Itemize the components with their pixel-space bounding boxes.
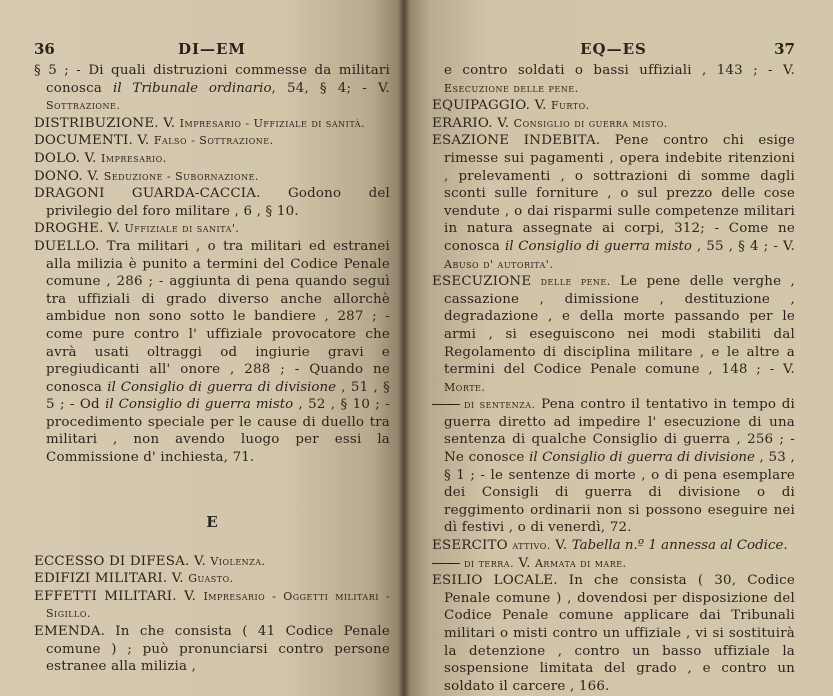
entry-text: DOLO. V. xyxy=(34,150,101,166)
index-entry-terra xyxy=(432,555,795,573)
index-entry-eccesso xyxy=(34,553,390,571)
ditto-dash xyxy=(432,404,460,405)
small-caps-text: Armata di mare. xyxy=(534,556,627,570)
index-entry-erario xyxy=(432,115,795,133)
index-entry-sentenza xyxy=(432,396,795,537)
small-caps-text: Abuso d' autorita'. xyxy=(444,257,554,271)
index-entry-effetti xyxy=(34,588,390,623)
small-caps-text: Falso - Sottrazione. xyxy=(153,134,274,148)
right-entries xyxy=(432,62,795,695)
entry-text: Pena contro il tentativo in tempo di guerra diretto ad impedire l' esecuzione di una sentenza di qualche Consiglio di guerra , 256 ; - Ne conosce xyxy=(444,397,795,466)
section-letter: E xyxy=(206,512,218,531)
small-caps-text: di sentenza. xyxy=(464,398,536,412)
small-caps-text: Esecuzione delle pene. xyxy=(444,81,579,95)
small-caps-text: Impresario - Oggetti militari - Sigillo. xyxy=(46,589,390,621)
left-page xyxy=(0,0,404,696)
italic-text: il Consiglio di guerra di divisione xyxy=(107,379,337,395)
entry-text: DOCUMENTI. V. xyxy=(34,133,154,149)
entry-text: e contro soldati o bassi uffiziali , 143 ; - V. xyxy=(444,63,795,78)
book-gutter xyxy=(398,0,410,696)
entry-text: , 51 , § 5 ; - Od xyxy=(46,379,390,413)
right-page-number: 37 xyxy=(774,40,795,58)
small-caps-text: Violenza. xyxy=(210,554,266,568)
entry-text: , 54, § 4; - V. xyxy=(271,80,391,96)
small-caps-text: delle pene. xyxy=(540,275,611,289)
entry-text: DRAGONI GUARDA-CACCIA. Godono del privilegio del foro militare , 6 , § 10. xyxy=(34,186,390,219)
index-entry-esercito xyxy=(432,537,795,555)
small-caps-text: Furto. xyxy=(551,99,590,113)
entry-text: EDIFIZI MILITARI. V. xyxy=(34,571,189,587)
small-caps-text: Uffiziale di sanita'. xyxy=(124,222,240,236)
entry-text: § 5 ; - Di quali distruzioni commesse da militari conosca xyxy=(34,63,390,96)
index-entry-esecuzione xyxy=(432,273,795,396)
small-caps-text: Morte. xyxy=(444,380,486,394)
index-entry-emenda xyxy=(34,623,390,676)
index-entry-esilio xyxy=(432,572,795,695)
entry-text: DONO. V. xyxy=(34,168,104,184)
entry-text: Le pene delle verghe , cassazione , dimissione , destituzione , degradazione , e della morte passando per le armi , si eseguiscono nei modi stabiliti dal Regolamento di disciplina militare , e le altre a termini del Codice Penale comune , 148 ; - V. xyxy=(444,274,795,378)
index-entry-cont xyxy=(432,62,795,97)
index-entry-dragoni xyxy=(34,185,390,220)
entry-text: ERARIO. V. xyxy=(432,115,514,131)
small-caps-text: Guasto. xyxy=(188,572,234,586)
entry-text: EQUIPAGGIO. V. xyxy=(432,98,552,114)
small-caps-text: attivo. xyxy=(512,539,551,553)
small-caps-text: di terra. xyxy=(464,556,515,570)
entry-text: , 52 , § 10 ; - procedimento speciale per le cause di duello tra militari , non avendo luogo per essi la Commissione d' inchiesta, 71. xyxy=(46,397,390,466)
small-caps-text: Impresario. xyxy=(100,151,167,165)
entry-text: ESECUZIONE xyxy=(432,274,541,290)
entry-text: ESERCITO xyxy=(432,538,513,554)
entry-text: DROGHE. V. xyxy=(34,221,125,237)
italic-text: il Consiglio di guerra misto xyxy=(105,397,294,413)
left-entries-bottom xyxy=(34,553,390,676)
entry-text: ESAZIONE INDEBITA. Pene contro chi esige rimesse sui pagamenti , opera indebite ritenzioni , prelevamenti , o sottrazioni di somme dagli sconti sulle forniture , o sul prezzo delle cose vendute , o dai risparmi sulle competenze militari in natura assegnate ai corpi, 312; - Come ne conosca xyxy=(432,133,795,254)
entry-text: ECCESSO DI DIFESA. V. xyxy=(34,553,211,569)
entry-text: , 53 , § 1 ; - le sentenze di morte , o di pena esemplare dei Consigli di guerra di divisione o di reggimento ordinarii non si possono eseguire nei dì festivi , o di venerdì, 72. xyxy=(444,450,796,536)
index-entry-edifizi xyxy=(34,570,390,588)
left-page-number: 36 xyxy=(34,40,55,58)
entry-text: EMENDA. In che consista ( 41 Codice Penale comune ) ; può pronunciarsi contro persone estranee alla milizia , xyxy=(34,624,390,675)
right-page xyxy=(404,0,833,696)
index-entry-dolo xyxy=(34,150,390,168)
entry-text: V. xyxy=(550,538,572,554)
index-entry-equipaggio xyxy=(432,97,795,115)
italic-text: il Consiglio di guerra misto xyxy=(504,238,692,254)
right-running-title: EQ—ES xyxy=(580,40,647,58)
small-caps-text: Sottrazione. xyxy=(46,99,121,113)
entry-text: , 55 , § 4 ; - V. xyxy=(691,238,795,254)
index-entry-droghe xyxy=(34,220,390,238)
entry-text: EFFETTI MILITARI. V. xyxy=(34,588,204,604)
entry-text: V. xyxy=(514,555,535,571)
italic-text: Tabella n.º 1 annessa al Codice. xyxy=(571,538,788,554)
entry-text: DISTRIBUZIONE. V. xyxy=(34,115,180,131)
index-entry-cont xyxy=(34,62,390,115)
entry-text: ESILIO LOCALE. In che consista ( 30, Codice Penale comune ) , dovendosi per disposizione del Codice Penale comune applicare dai Tribunali militari o misti contro un uffiziale , vi si sostituirà la detenzione , contro un basso uffiziale la sospensione limitata del grado , e contro un soldato il carcere , 166. xyxy=(432,573,795,694)
index-entry-duello xyxy=(34,238,390,467)
left-running-title: DI—EM xyxy=(177,40,247,58)
left-running-head xyxy=(34,40,390,62)
index-entry-documenti xyxy=(34,132,390,150)
index-entry-esazione xyxy=(432,132,795,273)
entry-text: DUELLO. Tra militari , o tra militari ed estranei alla milizia è punito a termini del Codice Penale comune , 286 ; - aggiunta di pena quando seguì tra uffiziali di grado diverso anche allorchè ambidue non sono sotto le bandiere , 287 ; - come pure contro l' uffiziale provocatore che avrà usati oltraggi od ingiurie gravi e pregiudicanti all' onore , 288 ; - Quando ne conosca xyxy=(34,238,390,395)
index-entry-distribuzione xyxy=(34,115,390,133)
right-running-head xyxy=(432,40,795,62)
small-caps-text: Consiglio di guerra misto. xyxy=(513,116,668,130)
italic-text: il Tribunale ordinario xyxy=(113,80,272,96)
left-entries-top xyxy=(34,62,390,467)
small-caps-text: Seduzione - Subornazione. xyxy=(103,169,259,183)
italic-text: il Consiglio di guerra di divisione xyxy=(529,450,755,466)
small-caps-text: Impresario - Uffiziale di sanità. xyxy=(179,116,365,130)
index-entry-dono xyxy=(34,168,390,186)
ditto-dash xyxy=(432,563,460,564)
